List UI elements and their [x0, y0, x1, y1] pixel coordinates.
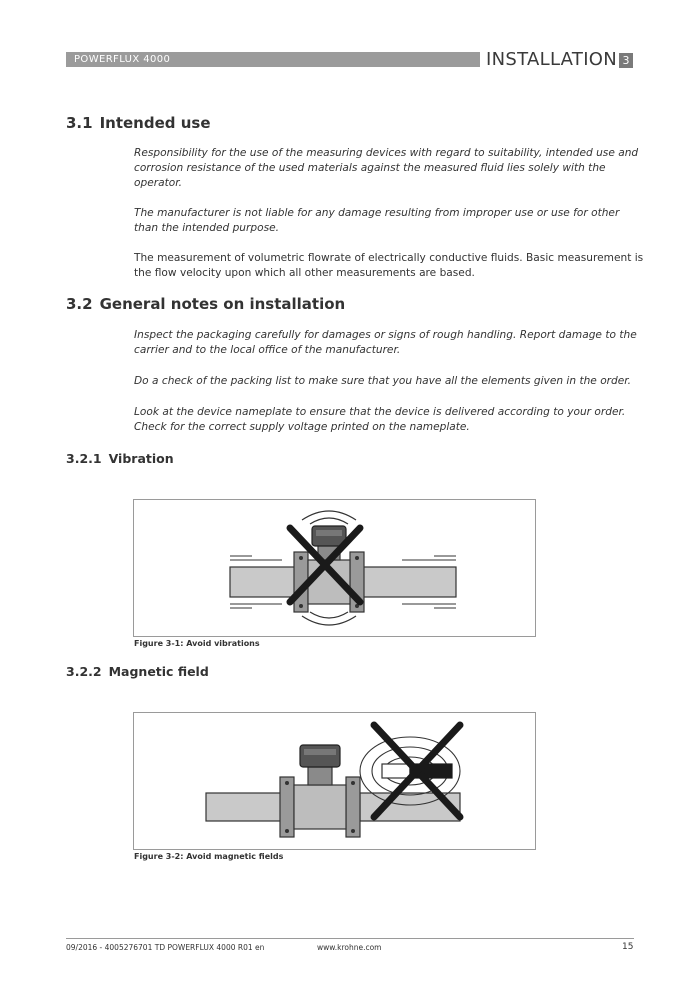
section-heading-general-notes — [66, 295, 345, 313]
paragraph: Look at the device nameplate to ensure that the device is delivered according to your order. Check for the correct supply voltage printed on the nameplate. — [134, 406, 626, 433]
section-title: General notes on installation — [99, 295, 346, 313]
header-chapter-number: 3 — [619, 53, 633, 68]
paragraph: The manufacturer is not liable for any damage resulting from improper use or use for other than the intended purpose. — [134, 207, 620, 234]
subsection-heading-magnetic-field — [66, 664, 209, 679]
subsection-number: 3.2.2 — [66, 664, 102, 679]
section-title: Intended use — [99, 114, 211, 132]
header-section-title: INSTALLATION — [486, 49, 618, 70]
subsection-title: Vibration — [108, 451, 174, 466]
magnetic-field-illustration — [134, 713, 535, 849]
footer-doc-ref: 09/2016 - 4005276701 TD POWERFLUX 4000 R01 en — [66, 943, 265, 952]
paragraph: Inspect the packaging carefully for damages or signs of rough handling. Report damage to the carrier and to the local office of the manufacturer. — [134, 329, 637, 356]
figure-vibration — [133, 499, 536, 637]
figure-caption: Figure 3-1: Avoid vibrations — [134, 639, 260, 648]
footer-website-link[interactable]: www.krohne.com — [317, 943, 382, 952]
header-product-name: POWERFLUX 4000 — [74, 54, 171, 65]
paragraph: The measurement of volumetric flowrate of electrically conductive fluids. Basic measurement is the flow velocity upon which all other measurements are based. — [134, 252, 644, 279]
section-number: 3.2 — [66, 295, 93, 313]
footer-divider — [66, 938, 634, 939]
figure-caption: Figure 3-2: Avoid magnetic fields — [134, 852, 284, 861]
footer-page-number: 15 — [622, 942, 634, 952]
subsection-number: 3.2.1 — [66, 451, 102, 466]
figure-magnetic-field — [133, 712, 536, 850]
paragraph: Do a check of the packing list to make sure that you have all the elements given in the order. — [134, 375, 632, 387]
subsection-heading-vibration — [66, 451, 174, 466]
vibration-illustration — [134, 500, 535, 636]
paragraph: Responsibility for the use of the measuring devices with regard to suitability, intended use and corrosion resistance of the used materials against the measured fluid lies solely with the operator. — [134, 147, 639, 189]
subsection-title: Magnetic field — [108, 664, 209, 679]
section-heading-intended-use — [66, 114, 211, 132]
section-number: 3.1 — [66, 114, 93, 132]
